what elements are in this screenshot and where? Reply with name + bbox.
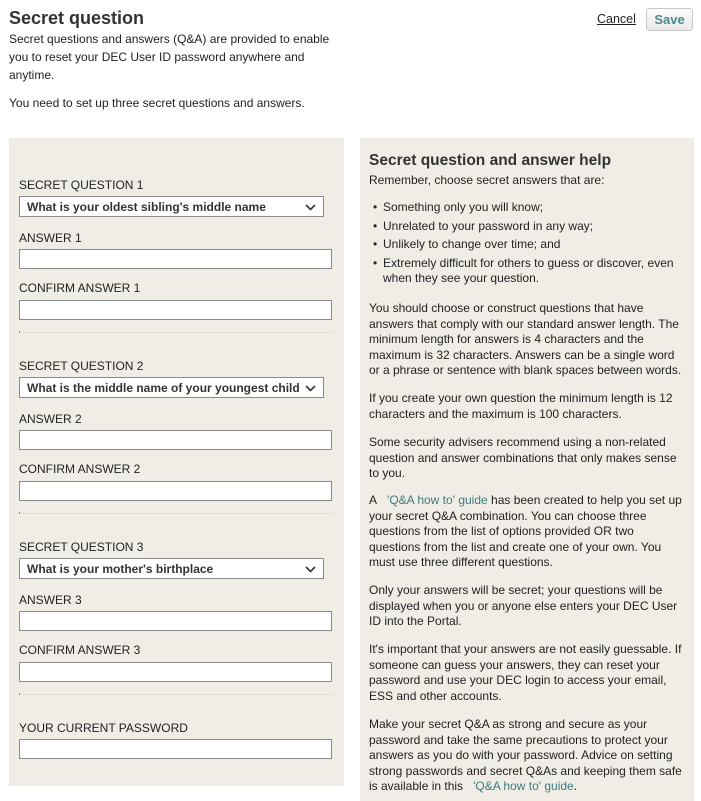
confirm-answer-2-label: CONFIRM ANSWER 2 (19, 462, 141, 476)
help-paragraph-length: You should choose or construct questions that have answers that comply with our standard answer length. The minimum length for answers is 4 characters and the maximum is 32 characters. Answers can be a single word or a phrase or sentence with blank spaces between words. (369, 301, 682, 377)
secret-question-1-label: SECRET QUESTION 1 (19, 178, 144, 192)
secret-question-2-label: SECRET QUESTION 2 (19, 359, 144, 373)
page-title: Secret question (9, 8, 145, 28)
confirm-answer-1-label: CONFIRM ANSWER 1 (19, 281, 141, 295)
qa-guide-link[interactable]: 'Q&A how to' guide (387, 493, 488, 507)
answer-3-label: ANSWER 3 (19, 593, 82, 607)
divider-tick (19, 512, 20, 514)
chevron-down-icon (305, 204, 316, 211)
current-password-input[interactable] (19, 739, 332, 759)
help-intro: Remember, choose secret answers that are: (369, 173, 605, 187)
help-bullet-list (369, 200, 687, 289)
bullet-icon: • (373, 218, 378, 233)
secret-question-3-select[interactable] (19, 558, 324, 579)
help-paragraph-secrecy: Only your answers will be secret; your questions will be displayed when you or anyone else enters your DEC User ID into the Portal. (369, 583, 678, 628)
instruction-text: You need to set up three secret questions and answers. (9, 96, 305, 110)
help-paragraph-own-question: If you create your own question the minimum length is 12 characters and the maximum is 100 characters. (369, 391, 673, 421)
secret-question-1-value: What is your oldest sibling's middle name (27, 200, 266, 214)
confirm-answer-3-label: CONFIRM ANSWER 3 (19, 643, 141, 657)
chevron-down-icon (305, 566, 316, 573)
help-title: Secret question and answer help (369, 152, 612, 169)
secret-qa-form (9, 138, 344, 786)
answer-1-label: ANSWER 1 (19, 231, 82, 245)
section-divider (19, 332, 332, 333)
chevron-down-icon (305, 385, 316, 392)
answer-2-input[interactable] (19, 430, 332, 450)
secret-question-2-value: What is the middle name of your youngest child (27, 381, 300, 395)
section-divider (19, 513, 332, 514)
bullet-icon: • (373, 255, 378, 270)
list-item: • Something only you will know; (373, 200, 544, 214)
secret-question-3-label: SECRET QUESTION 3 (19, 540, 144, 554)
secret-question-3-value: What is your mother's birthplace (27, 562, 214, 576)
confirm-answer-3-input[interactable] (19, 662, 332, 682)
list-item: • Extremely difficult for others to guess or discover, even when they see your question. (373, 255, 674, 285)
bullet-icon: • (373, 200, 378, 214)
cancel-link[interactable]: Cancel (597, 12, 636, 26)
help-paragraph-guessable: It's important that your answers are not easily guessable. If someone can guess your answers, they can reset your password and use your DEC login to access your email, ESS and other accounts. (369, 642, 682, 703)
divider-tick (19, 331, 20, 333)
intro-text: Secret questions and answers (Q&A) are provided to enable you to reset your DEC User ID password anywhere and anytime. (9, 32, 330, 82)
answer-2-label: ANSWER 2 (19, 412, 82, 426)
help-paragraph-strength: Make your secret Q&A as strong and secure as your password and take the same precautions to protect your answers as you do with your password. Advice on setting strong passwords and secret Q&As and keeping them safe is available in this 'Q&A how to' guide. (369, 717, 682, 793)
confirm-answer-2-input[interactable] (19, 481, 332, 501)
answer-1-input[interactable] (19, 249, 332, 269)
answer-3-input[interactable] (19, 611, 332, 631)
qa-guide-link-bottom[interactable]: 'Q&A how to' guide (473, 779, 574, 793)
divider-tick (19, 693, 20, 695)
secret-question-1-select[interactable] (19, 196, 324, 217)
list-item: • Unrelated to your password in any way; (373, 218, 594, 233)
help-panel (360, 138, 694, 801)
section-divider (19, 694, 332, 695)
save-button[interactable]: Save (646, 8, 693, 31)
bullet-icon: • (373, 237, 378, 251)
confirm-answer-1-input[interactable] (19, 300, 332, 320)
help-paragraph-guide: A 'Q&A how to' guide has been created to help you set up your secret Q&A combination. You can choose three questions from the list of options provided OR two questions from the list and create one of your own. You must use three different questions. (369, 493, 682, 569)
help-paragraph-advice: Some security advisers recommend using a non-related question and answer combinations that only makes sense to you. (369, 435, 677, 480)
secret-question-2-select[interactable] (19, 377, 324, 398)
current-password-label: YOUR CURRENT PASSWORD (19, 721, 188, 735)
list-item: • Unlikely to change over time; and (373, 237, 561, 251)
